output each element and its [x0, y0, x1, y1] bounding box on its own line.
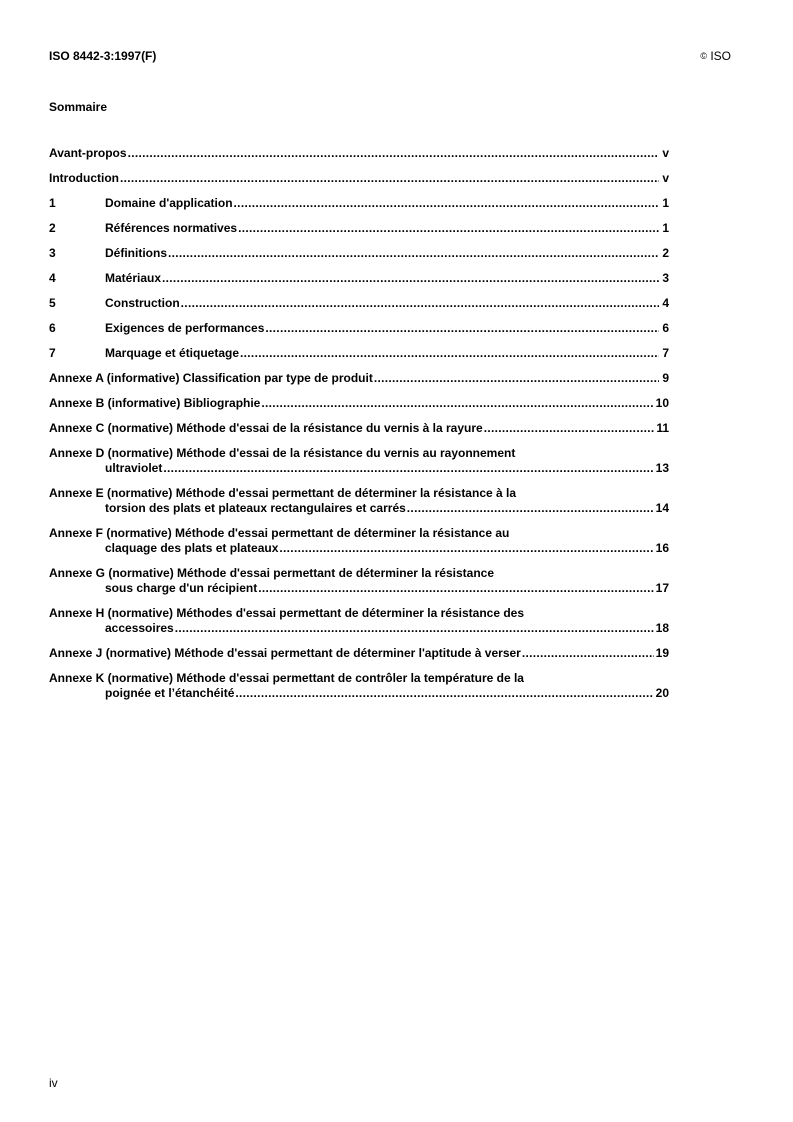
toc-entry-number: 6 [49, 321, 56, 335]
toc-leader-dots [162, 461, 653, 476]
toc-leader-dots [161, 271, 659, 286]
toc-entry-page: 17 [655, 581, 669, 595]
toc-entry-page: 7 [662, 346, 669, 360]
toc-entry-label: Marquage et étiquetage [105, 346, 240, 360]
toc-entry-page: 14 [655, 501, 669, 515]
toc-leader-dots [127, 146, 659, 161]
toc-entry[interactable] [49, 221, 669, 236]
toc-entry-label: Avant-propos [49, 146, 127, 160]
toc-entry[interactable] [49, 196, 669, 211]
toc-entry-label: Annexe G (normative) Méthode d'essai permettant de déterminer la résistance [49, 566, 494, 580]
table-of-contents [49, 146, 669, 701]
toc-entry-label: Annexe C (normative) Méthode d'essai de la résistance du vernis à la rayure [49, 421, 483, 435]
toc-leader-dots [278, 541, 653, 556]
toc-entry[interactable] [49, 246, 669, 261]
toc-leader-dots [174, 621, 654, 636]
toc-entry-number: 3 [49, 246, 56, 260]
toc-leader-dots [406, 501, 654, 516]
toc-entry-label: Références normatives [105, 221, 238, 235]
toc-entry-page: 6 [662, 321, 669, 335]
toc-entry[interactable] [49, 296, 669, 311]
toc-entry-annex-g[interactable] [49, 566, 669, 596]
toc-entry-label: Domaine d'application [105, 196, 233, 210]
toc-entry-annex-e[interactable] [49, 486, 669, 516]
toc-entry[interactable] [49, 271, 669, 286]
toc-entry-page: 9 [662, 371, 669, 385]
toc-entry-annex-j[interactable] [49, 646, 669, 661]
toc-entry-number: 4 [49, 271, 56, 285]
toc-entry-annex-b[interactable] [49, 396, 669, 411]
toc-leader-dots [233, 196, 659, 211]
toc-entry-label: Annexe K (normative) Méthode d'essai permettant de contrôler la température de la [49, 671, 524, 685]
toc-leader-dots [260, 396, 653, 411]
toc-entry-label: Annexe D (normative) Méthode d'essai de la résistance du vernis au rayonnement [49, 446, 516, 460]
toc-entry-label-cont: accessoires [105, 621, 174, 635]
toc-entry-number: 5 [49, 296, 56, 310]
toc-entry-label-cont: claquage des plats et plateaux [105, 541, 279, 555]
toc-entry-page: 18 [655, 621, 669, 635]
page-title: Sommaire [49, 100, 108, 114]
toc-entry-page: 19 [655, 646, 669, 660]
copyright-org: ISO [710, 49, 731, 63]
toc-entry-label: Construction [105, 296, 180, 310]
copyright-symbol: © [700, 51, 707, 61]
page-number: iv [49, 1076, 58, 1090]
toc-entry[interactable] [49, 171, 669, 186]
toc-entry-page: 1 [662, 221, 669, 235]
toc-leader-dots [373, 371, 659, 386]
toc-leader-dots [521, 646, 654, 661]
toc-entry-page: 20 [655, 686, 669, 700]
toc-entry-label: Annexe H (normative) Méthodes d'essai permettant de déterminer la résistance des [49, 606, 525, 620]
toc-entry-label: Exigences de performances [105, 321, 265, 335]
toc-entry-label: Définitions [105, 246, 167, 260]
toc-entry-label-cont: poignée et l’étanchéité [105, 686, 235, 700]
toc-entry[interactable] [49, 321, 669, 336]
toc-entry-label: Introduction [49, 171, 119, 185]
toc-entry-label: Matériaux [105, 271, 162, 285]
toc-entry-label: Annexe B (informative) Bibliographie [49, 396, 261, 410]
toc-entry-label-cont: torsion des plats et plateaux rectangulaires et carrés [105, 501, 406, 515]
toc-entry-annex-d[interactable] [49, 446, 669, 476]
toc-entry-page: v [662, 146, 669, 160]
toc-entry-page: 1 [662, 196, 669, 210]
toc-leader-dots [237, 221, 659, 236]
toc-entry-label: Annexe F (normative) Méthode d'essai permettant de déterminer la résistance au [49, 526, 510, 540]
toc-entry-page: 2 [662, 246, 669, 260]
toc-entry-annex-f[interactable] [49, 526, 669, 556]
toc-entry[interactable] [49, 346, 669, 361]
toc-entry[interactable] [49, 146, 669, 161]
copyright-notice [700, 49, 731, 63]
toc-entry-page: 11 [656, 421, 669, 435]
toc-entry-page: 13 [655, 461, 669, 475]
toc-entry-label: Annexe J (normative) Méthode d'essai permettant de déterminer l'aptitude à verser [49, 646, 521, 660]
toc-entry-number: 2 [49, 221, 56, 235]
document-id: ISO 8442-3:1997(F) [49, 49, 157, 63]
toc-entry-label-cont: ultraviolet [105, 461, 163, 475]
toc-entry-number: 1 [49, 196, 56, 210]
toc-leader-dots [257, 581, 653, 596]
toc-entry-label-cont: sous charge d'un récipient [105, 581, 258, 595]
toc-entry-page: 10 [655, 396, 669, 410]
toc-entry-page: 16 [655, 541, 669, 555]
toc-entry-annex-h[interactable] [49, 606, 669, 636]
toc-leader-dots [264, 321, 659, 336]
toc-entry-annex-a[interactable] [49, 371, 669, 386]
toc-entry-page: v [662, 171, 669, 185]
toc-leader-dots [239, 346, 659, 361]
toc-entry-label: Annexe E (normative) Méthode d'essai permettant de déterminer la résistance à la [49, 486, 517, 500]
toc-leader-dots [180, 296, 659, 311]
toc-entry-number: 7 [49, 346, 56, 360]
toc-leader-dots [483, 421, 655, 436]
toc-leader-dots [167, 246, 659, 261]
toc-leader-dots [234, 686, 653, 701]
toc-entry-page: 3 [662, 271, 669, 285]
toc-entry-label: Annexe A (informative) Classification par type de produit [49, 371, 373, 385]
toc-leader-dots [119, 171, 659, 186]
toc-entry-annex-k[interactable] [49, 671, 669, 701]
toc-entry-page: 4 [662, 296, 669, 310]
toc-entry-annex-c[interactable] [49, 421, 669, 436]
